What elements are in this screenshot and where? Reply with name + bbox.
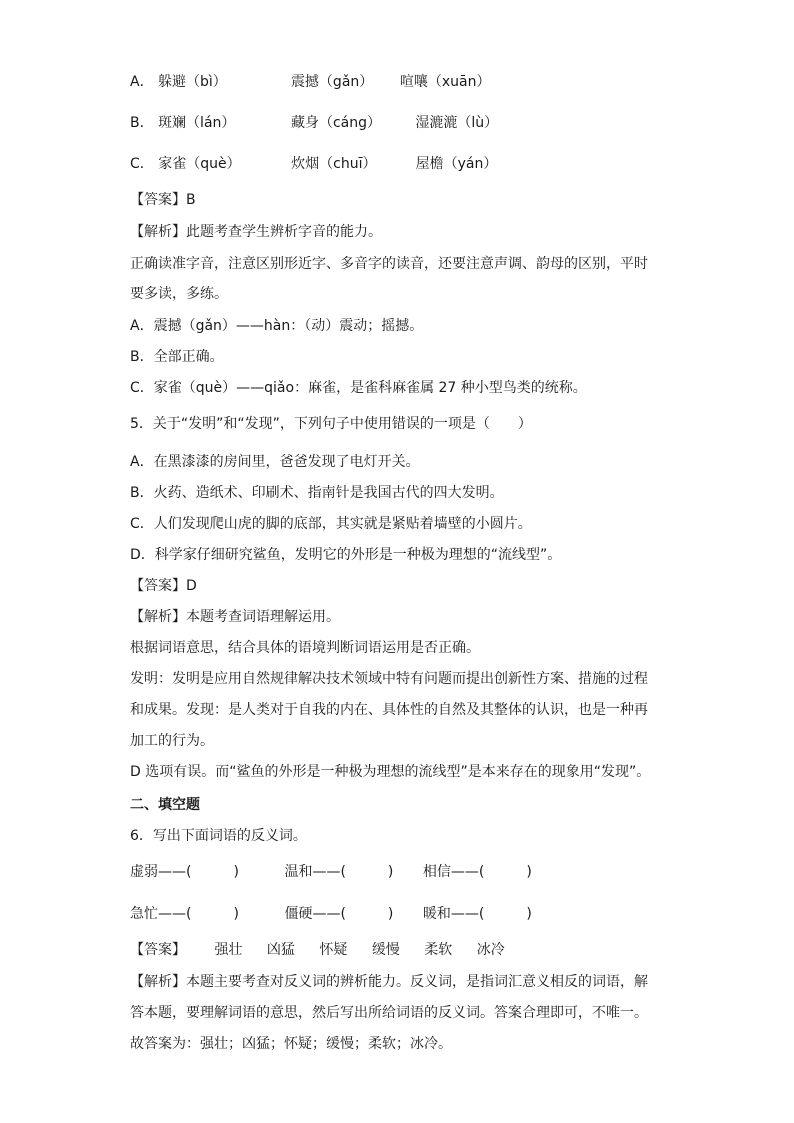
q4-option-a: A． 躲避（bì） 震撼（gǎn） 喧嚷（xuān） (130, 74, 491, 90)
q4-analysis-line: 要多读，多练。 (130, 286, 228, 302)
q5-analysis-line: 加工的行为。 (130, 733, 214, 749)
q6-stem: 6．写出下面词语的反义词。 (130, 828, 307, 844)
q5-analysis-line: 发明：发明是应用自然规律解决技术领域中特有问题而提出创新性方案、措施的过程 (130, 671, 648, 687)
q5-option-a: A．在黑漆漆的房间里，爸爸发现了电灯开关。 (130, 454, 420, 470)
q4-analysis-line: C．家雀（què）——qiǎo：麻雀，是雀科麻雀属 27 种小型鸟类的统称。 (130, 380, 587, 396)
q4-analysis-line: B．全部正确。 (130, 349, 224, 365)
q4-analysis-line: A．震撼（gǎn）——hàn：（动）震动；摇撼。 (130, 318, 424, 334)
q6-analysis-line: 答本题，要理解词语的意思，然后写出所给词语的反义词。答案合理即可，不唯一。 (130, 1005, 648, 1021)
q4-option-c: C． 家雀（què） 炊烟（chuī） 屋檐（yán） (130, 156, 498, 172)
q4-answer: 【答案】B (130, 192, 196, 208)
q6-analysis-line: 【解析】本题主要考查对反义词的辨析能力。反义词，是指词汇意义相反的词语，解 (130, 974, 648, 990)
q4-analysis-title: 【解析】此题考查学生辨析字音的能力。 (130, 224, 382, 240)
q5-analysis-line: 和成果。发现：是人类对于自我的内在、具体性的自然及其整体的认识，也是一种再 (130, 702, 648, 718)
q6-analysis-line: 故答案为：强壮；凶猛；怀疑；缓慢；柔软；冰冷。 (130, 1036, 452, 1052)
q6-row: 急忙——( ) 僵硬——( ) 暖和——( ) (130, 906, 532, 922)
q4-option-b: B． 斑斓（lán） 藏身（cáng） 湿漉漉（lù） (130, 115, 499, 131)
q5-analysis-line: 根据词语意思，结合具体的语境判断词语运用是否正确。 (130, 640, 480, 656)
q5-option-d: D．科学家仔细研究鲨鱼，发明它的外形是一种极为理想的“流线型”。 (130, 547, 562, 563)
q4-analysis-line: 正确读准字音，注意区别形近字、多音字的读音，还要注意声调、韵母的区别，平时 (130, 256, 648, 272)
q5-option-c: C．人们发现爬山虎的脚的底部，其实就是紧贴着墙壁的小圆片。 (130, 516, 532, 532)
q6-answer: 【答案】 强壮 凶猛 怀疑 缓慢 柔软 冰冷 (130, 942, 505, 958)
section-title: 二、填空题 (130, 797, 200, 813)
q5-answer: 【答案】D (130, 578, 197, 594)
q5-option-b: B．火药、造纸术、印刷术、指南针是我国古代的四大发明。 (130, 485, 504, 501)
q6-row: 虚弱——( ) 温和——( ) 相信——( ) (130, 864, 532, 880)
q5-stem: 5．关于“发明”和“发现”，下列句子中使用错误的一项是（ ） (130, 416, 532, 432)
q5-analysis-line: D 选项有误。而“鲨鱼的外形是一种极为理想的流线型”是本来存在的现象用“发现”。 (130, 764, 651, 780)
q5-analysis-title: 【解析】本题考查词语理解运用。 (130, 609, 340, 625)
